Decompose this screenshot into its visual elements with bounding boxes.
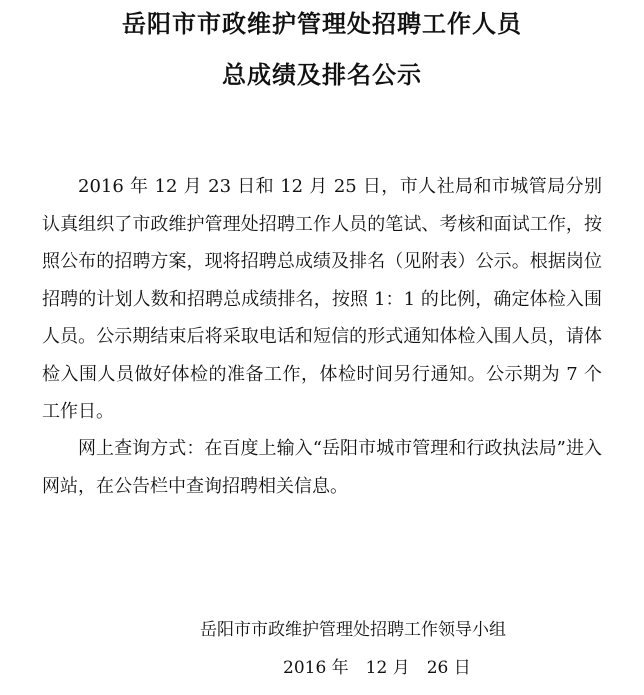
signature-date: 2016 年 12 月 26 日 — [283, 658, 471, 678]
document-title-line-2: 总成绩及排名公示 — [222, 61, 422, 89]
signature-organization: 岳阳市市政维护管理处招聘工作领导小组 — [200, 620, 506, 640]
document-title-line-1: 岳阳市市政维护管理处招聘工作人员 — [122, 10, 522, 38]
notice-paragraph-main: 2016 年 12 月 23 日和 12 月 25 日，市人社局和市城管局分别认真组织了市政维护管理处招聘工作人员的笔试、考核和面试工作，按照公布的招聘方案，现将招聘总成绩及排名（见附表）公示。根据岗位招聘的计划人数和招聘总成绩排名，按照 1：1 的比例，确定体检入围人员。公示期结束后将采取电话和短信的形式通知体检入围人员，请体检入围人员做好体检的准备工作，体检时间另行通知。公示期为 7 个工作日。 — [42, 176, 602, 422]
notice-paragraph-query: 网上查询方式：在百度上输入“岳阳市城市管理和行政执法局”进入网站，在公告栏中查询招聘相关信息。 — [42, 438, 602, 497]
